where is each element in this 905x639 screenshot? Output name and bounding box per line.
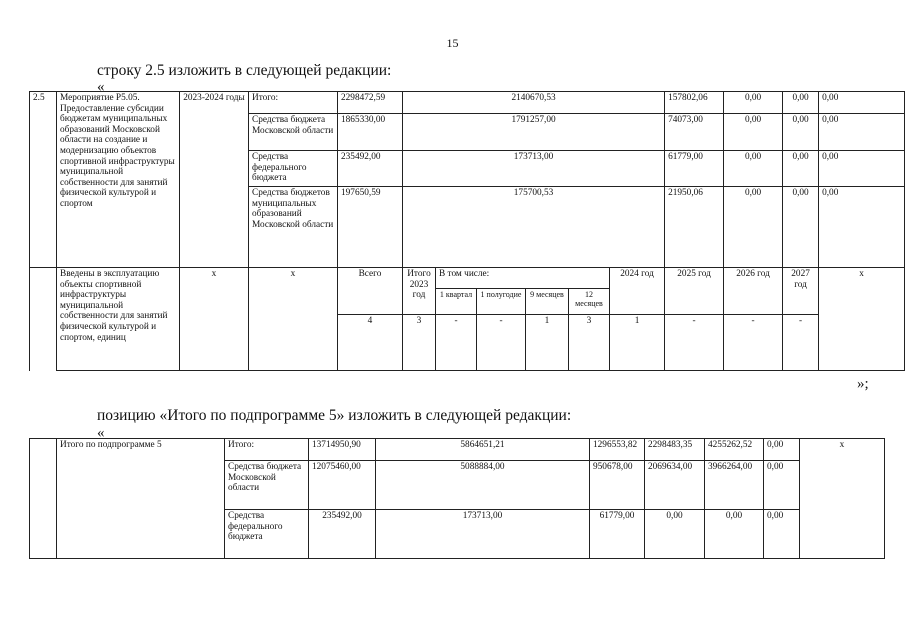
funding-total: 1865330,00 [338, 114, 403, 151]
subprogram-row-total [30, 439, 885, 461]
funding-2025: 0,00 [724, 187, 783, 268]
funding-source: Средства бюджета Московской области [225, 461, 309, 510]
result-value-2024: 1 [610, 315, 665, 371]
funding-2026: 0,00 [705, 510, 764, 559]
funding-2025: 2298483,35 [645, 439, 705, 461]
funding-2024: 950678,00 [590, 461, 645, 510]
result-header-2024: 2024 год [610, 268, 665, 315]
result-value-2023: 3 [403, 315, 436, 371]
result-value-2026: - [724, 315, 783, 371]
funding-source: Средства федерального бюджета [249, 151, 338, 187]
page-number: 15 [446, 36, 459, 50]
funding-total: 235492,00 [309, 510, 376, 559]
funding-source: Средства бюджета Московской области [249, 114, 338, 151]
result-x2: x [249, 268, 338, 371]
result-value-q1: - [436, 315, 477, 371]
funding-2025: 2069634,00 [645, 461, 705, 510]
funding-2025: 0,00 [724, 114, 783, 151]
funding-2023: 1791257,00 [403, 114, 665, 151]
result-header-including: В том числе: [436, 268, 610, 289]
funding-total: 12075460,00 [309, 461, 376, 510]
funding-total: 235492,00 [338, 151, 403, 187]
result-header-q1: 1 квартал [436, 289, 477, 315]
funding-2024: 61779,00 [590, 510, 645, 559]
result-value-h1: - [477, 315, 526, 371]
funding-2023: 173713,00 [403, 151, 665, 187]
result-value-total: 4 [338, 315, 403, 371]
funding-2027: 0,00 [819, 114, 905, 151]
row-number: 2.5 [30, 92, 57, 268]
funding-2026: 0,00 [783, 114, 819, 151]
funding-2025: 0,00 [724, 92, 783, 114]
funding-2027: 0,00 [819, 187, 905, 268]
funding-2024: 1296553,82 [590, 439, 645, 461]
funding-total: 13714950,90 [309, 439, 376, 461]
measure-table [29, 91, 905, 371]
funding-2026: 0,00 [783, 187, 819, 268]
funding-source: Средства бюджетов муниципальных образований Московской области [249, 187, 338, 268]
funding-total: 2298472,59 [338, 92, 403, 114]
funding-2025: 0,00 [724, 151, 783, 187]
result-x1: x [180, 268, 249, 371]
result-header-2023: Итого 2023 год [403, 268, 436, 315]
funding-2027: 0,00 [764, 461, 800, 510]
result-header-12m: 12 месяцев [569, 289, 610, 315]
funding-2024: 61779,00 [665, 151, 724, 187]
result-header-total: Всего [338, 268, 403, 315]
funding-2024: 74073,00 [665, 114, 724, 151]
funding-2023: 2140670,53 [403, 92, 665, 114]
funding-2026: 0,00 [783, 151, 819, 187]
funding-2023: 5088884,00 [376, 461, 590, 510]
result-header-row [30, 268, 905, 289]
funding-row-total [30, 92, 905, 114]
funding-2026: 4255262,52 [705, 439, 764, 461]
funding-total: 197650,59 [338, 187, 403, 268]
funding-2027: 0,00 [819, 92, 905, 114]
result-value-12m: 3 [569, 315, 610, 371]
funding-2025: 0,00 [645, 510, 705, 559]
funding-2023: 5864651,21 [376, 439, 590, 461]
funding-2024: 21950,06 [665, 187, 724, 268]
result-header-2025: 2025 год [665, 268, 724, 315]
subprogram-label: Итого по подпрограмме 5 [57, 439, 225, 559]
measure-name: Мероприятие Р5.05. Предоставление субсидии бюджетам муниципальных образований Московской области на создание и модернизацию объектов спортивной инфраструктуры муниципальной собственности для занятий физической культурой и спортом [57, 92, 180, 268]
result-label: Введены в эксплуатацию объекты спортивной инфраструктуры муниципальной собственности для занятий физической культурой и спортом, единиц [57, 268, 180, 371]
funding-2024: 157802,06 [665, 92, 724, 114]
funding-2026: 3966264,00 [705, 461, 764, 510]
empty-cell [30, 268, 57, 371]
result-header-2026: 2026 год [724, 268, 783, 315]
funding-2027: 0,00 [764, 439, 800, 461]
funding-2027: 0,00 [819, 151, 905, 187]
subprogram-x: x [800, 439, 885, 559]
result-header-h1: 1 полугодие [477, 289, 526, 315]
result-x3: x [819, 268, 905, 371]
empty-cell [30, 439, 57, 559]
funding-2026: 0,00 [783, 92, 819, 114]
funding-2027: 0,00 [764, 510, 800, 559]
result-header-9m: 9 месяцев [526, 289, 569, 315]
section2-open-quote: « [97, 425, 105, 441]
funding-2023: 173713,00 [376, 510, 590, 559]
measure-years: 2023-2024 годы [180, 92, 249, 268]
funding-source: Итого: [249, 92, 338, 114]
result-value-2027: - [783, 315, 819, 371]
section1-open-quote: « [97, 79, 105, 95]
section1-heading: строку 2.5 изложить в следующей редакции: [97, 62, 392, 79]
subprogram-total-table [29, 438, 885, 559]
result-value-2025: - [665, 315, 724, 371]
funding-source: Итого: [225, 439, 309, 461]
section1-close-quote: »; [857, 376, 869, 392]
funding-source: Средства федерального бюджета [225, 510, 309, 559]
result-header-2027: 2027 год [783, 268, 819, 315]
section2-heading: позицию «Итого по подпрограмме 5» изложить в следующей редакции: [97, 407, 572, 424]
funding-2023: 175700,53 [403, 187, 665, 268]
result-value-9m: 1 [526, 315, 569, 371]
